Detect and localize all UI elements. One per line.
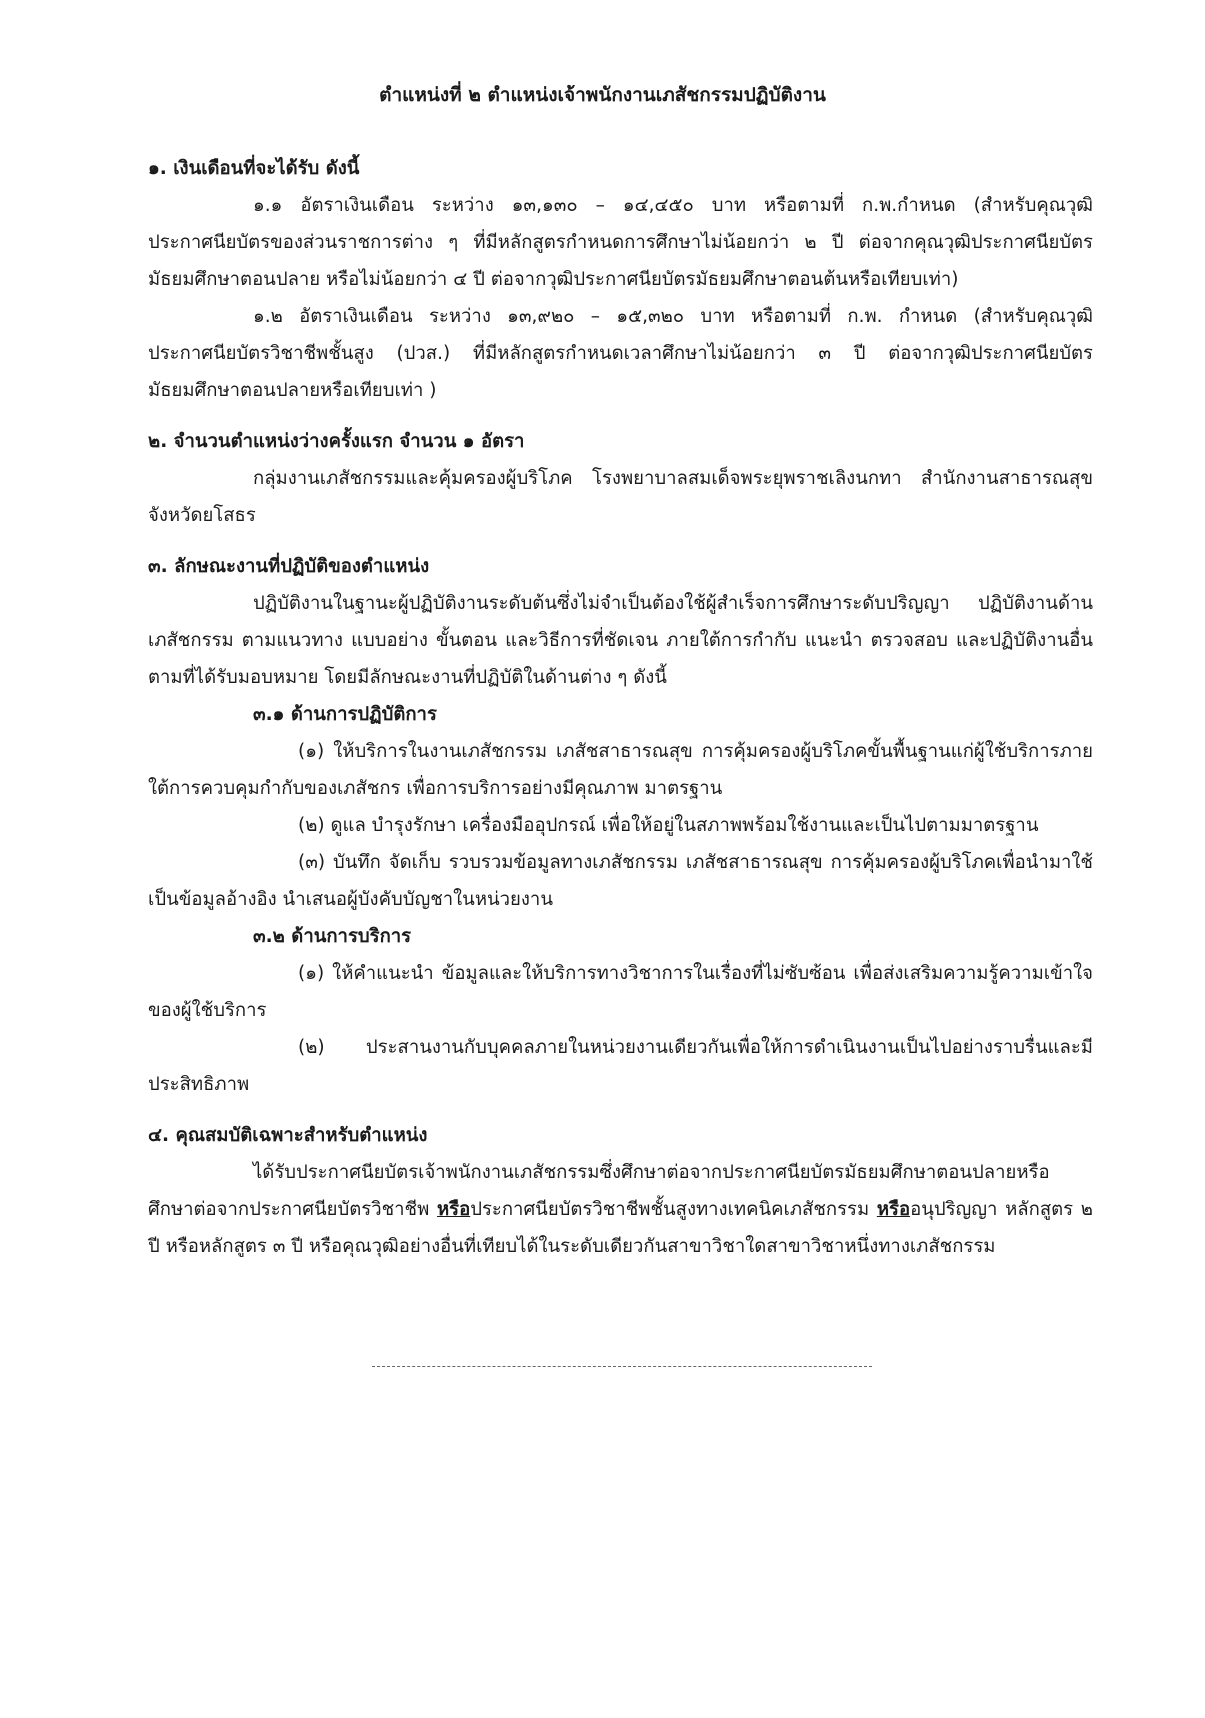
section-2-heading: ๒. จำนวนตำแหน่งว่างครั้งแรก จำนวน ๑ อัตรา — [148, 431, 525, 452]
section-3-1-item: (๒) ดูแล บำรุงรักษา เครื่องมืออุปกรณ์ เพื่อให้อยู่ในสภาพพร้อมใช้งานและเป็นไปตามมาตรฐาน — [298, 815, 1039, 836]
or-emphasis-1: หรือ — [436, 1199, 471, 1220]
qualification-text-b: ประกาศนียบัตรวิชาชีพชั้นสูงทางเทคนิคเภสัชกรรม — [470, 1199, 877, 1220]
section-3-1-item: (๑) ให้บริการในงานเภสัชกรรม เภสัชสาธารณสุข การคุ้มครองผู้บริโภคขั้นพื้นฐานแก่ผู้ใช้บริการภายใต้การควบคุมกำกับของเภสัชกร เพื่อการบริการอย่างมีคุณภาพ มาตรฐาน — [148, 741, 1093, 799]
section-1-paragraph-2: ๑.๒ อัตราเงินเดือน ระหว่าง ๑๓,๙๒๐ – ๑๕,๓๒๐ บาท หรือตามที่ ก.พ. กำหนด (สำหรับคุณวุฒิประกาศนียบัตรวิชาชีพชั้นสูง (ปวส.) ที่มีหลักสูตรกำหนดเวลาศึกษาไม่น้อยกว่า ๓ ปี ต่อจากวุฒิประกาศนียบัตรมัธยมศึกษาตอนปลายหรือเทียบเท่า ) — [148, 306, 1093, 401]
or-emphasis-2: หรือ — [876, 1199, 911, 1220]
section-3-2-item: (๒) ประสานงานกับบุคคลภายในหน่วยงานเดียวกันเพื่อให้การดำเนินงานเป็นไปอย่างราบรื่นและมีประสิทธิภาพ — [148, 1037, 1093, 1095]
section-3-2-heading: ๓.๒ ด้านการบริการ — [253, 926, 412, 947]
qualification-text-a: ได้รับประกาศนียบัตรเจ้าพนักงานเภสัชกรรมซึ่งศึกษาต่อจากประกาศนียบัตรมัธยมศึกษาตอนปลายหรือศึกษาต่อจากประกาศนียบัตรวิชาชีพ — [148, 1162, 1050, 1220]
section-1-heading: ๑. เงินเดือนที่จะได้รับ ดังนี้ — [148, 158, 360, 179]
section-1-paragraph-1: ๑.๑ อัตราเงินเดือน ระหว่าง ๑๓,๑๓๐ – ๑๔,๔๕๐ บาท หรือตามที่ ก.พ.กำหนด (สำหรับคุณวุฒิประกาศนียบัตรของส่วนราชการต่าง ๆ ที่มีหลักสูตรกำหนดการศึกษาไม่น้อยกว่า ๒ ปี ต่อจากคุณวุฒิประกาศนียบัตรมัธยมศึกษาตอนปลาย หรือไม่น้อยกว่า ๔ ปี ต่อจากวุฒิประกาศนียบัตรมัธยมศึกษาตอนต้นหรือเทียบเท่า) — [148, 195, 1093, 290]
section-3-1-item: (๓) บันทึก จัดเก็บ รวบรวมข้อมูลทางเภสัชกรรม เภสัชสาธารณสุข การคุ้มครองผู้บริโภคเพื่อนำมาใช้เป็นข้อมูลอ้างอิง นำเสนอผู้บังคับบัญชาในหน่วยงาน — [148, 852, 1093, 910]
section-3-1-heading: ๓.๑ ด้านการปฏิบัติการ — [253, 704, 437, 725]
qualification-text-c: อนุปริญญา หลักสูตร ๒ ปี หรือหลักสูตร ๓ ปี หรือคุณวุฒิอย่างอื่นที่เทียบได้ในระดับเดียวกันสาขาวิชาใดสาขาวิชาหนึ่งทางเภสัชกรรม — [148, 1199, 1093, 1257]
section-3-paragraph: ปฏิบัติงานในฐานะผู้ปฏิบัติงานระดับต้นซึ่งไม่จำเป็นต้องใช้ผู้สำเร็จการศึกษาระดับปริญญา ปฏิบัติงานด้านเภสัชกรรม ตามแนวทาง แบบอย่าง ขั้นตอน และวิธีการที่ชัดเจน ภายใต้การกำกับ แนะนำ ตรวจสอบ และปฏิบัติงานอื่นตามที่ได้รับมอบหมาย โดยมีลักษณะงานที่ปฏิบัติในด้านต่าง ๆ ดังนี้ — [148, 593, 1093, 688]
section-3-2-item: (๑) ให้คำแนะนำ ข้อมูลและให้บริการทางวิชาการในเรื่องที่ไม่ซับซ้อน เพื่อส่งเสริมความรู้ความเข้าใจของผู้ใช้บริการ — [148, 963, 1093, 1021]
document-title: ตำแหน่งที่ ๒ ตำแหน่งเจ้าพนักงานเภสัชกรรมปฏิบัติงาน — [379, 84, 826, 106]
section-3-heading: ๓. ลักษณะงานที่ปฏิบัติของตำแหน่ง — [148, 556, 430, 577]
section-4-heading: ๔. คุณสมบัติเฉพาะสำหรับตำแหน่ง — [148, 1125, 428, 1146]
document-body — [148, 150, 1093, 1265]
dashed-end-divider — [372, 1366, 872, 1367]
section-2-paragraph: กลุ่มงานเภสัชกรรมและคุ้มครองผู้บริโภค โรงพยาบาลสมเด็จพระยุพราชเลิงนกทา สำนักงานสาธารณสุขจังหวัดยโสธร — [148, 468, 1093, 526]
section-4-paragraph — [148, 1154, 1093, 1265]
